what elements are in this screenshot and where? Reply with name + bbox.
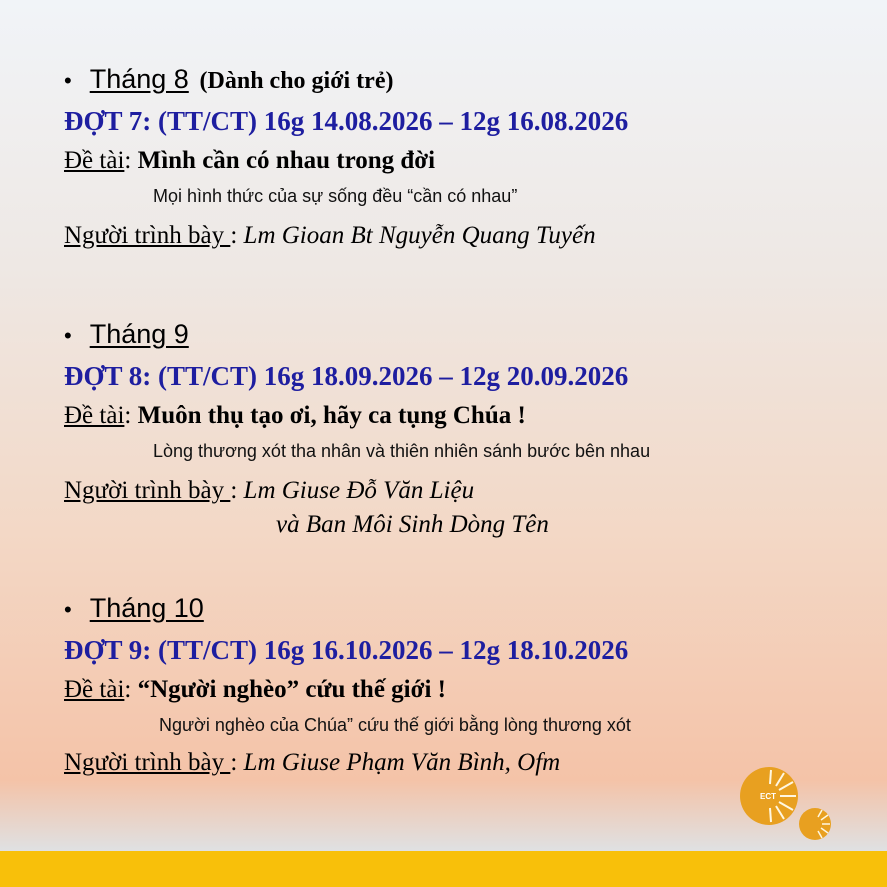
topic-separator: : <box>124 402 138 429</box>
ect-logo-large <box>738 765 800 827</box>
speaker-label: Người trình bày <box>64 477 231 504</box>
month-note: (Dành cho giới trẻ) <box>199 68 394 94</box>
month-name: Tháng 10 <box>89 593 204 623</box>
topic-label: Đề tài <box>64 147 125 174</box>
speaker-separator: : <box>230 477 244 504</box>
speaker-name: Lm Giuse Phạm Văn Bình, Ofm <box>243 749 561 776</box>
session-heading: ĐỢT 7: (TT/CT) 16g 14.08.2026 – 12g 16.08.2026 <box>64 106 629 136</box>
session-heading: ĐỢT 8: (TT/CT) 16g 18.09.2026 – 12g 20.09.2026 <box>64 361 629 391</box>
speaker-name-continued: và Ban Môi Sinh Dòng Tên <box>276 511 549 538</box>
topic-separator: : <box>124 676 138 703</box>
speaker-line <box>64 477 474 505</box>
topic-description: Mọi hình thức của sự sống đều “cần có nhau” <box>153 186 518 206</box>
topic-line <box>64 676 446 704</box>
month-heading <box>64 593 204 624</box>
section-thang-8 <box>64 64 864 264</box>
month-heading <box>64 319 189 350</box>
bullet: • <box>64 323 72 348</box>
ect-logo-text: ECT <box>760 792 776 801</box>
topic-title: Muôn thụ tạo ơi, hãy ca tụng Chúa ! <box>137 402 526 429</box>
bottom-accent-bar <box>0 851 887 887</box>
speaker-label: Người trình bày <box>64 749 231 776</box>
bullet: • <box>64 68 72 93</box>
topic-title: Mình cần có nhau trong đời <box>137 147 436 174</box>
ect-logo-small <box>797 806 833 842</box>
month-heading <box>64 64 393 95</box>
speaker-separator: : <box>230 749 244 776</box>
speaker-label: Người trình bày <box>64 222 231 249</box>
topic-description: Người nghèo của Chúa” cứu thế giới bằng lòng thương xót <box>159 715 631 735</box>
topic-title: “Người nghèo” cứu thế giới ! <box>137 676 446 703</box>
topic-label: Đề tài <box>64 676 125 703</box>
speaker-name: Lm Giuse Đỗ Văn Liệu <box>243 477 475 504</box>
topic-line <box>64 402 526 430</box>
topic-line <box>64 147 435 175</box>
month-name: Tháng 8 <box>89 64 189 94</box>
topic-separator: : <box>124 147 138 174</box>
topic-description: Lòng thương xót tha nhân và thiên nhiên sánh bước bên nhau <box>153 441 651 461</box>
bullet: • <box>64 597 72 622</box>
session-heading: ĐỢT 9: (TT/CT) 16g 16.10.2026 – 12g 18.10.2026 <box>64 635 629 665</box>
section-thang-9 <box>64 319 864 549</box>
speaker-separator: : <box>230 222 244 249</box>
speaker-line <box>64 749 560 777</box>
speaker-name: Lm Gioan Bt Nguyễn Quang Tuyến <box>243 222 596 249</box>
section-thang-10 <box>64 593 864 793</box>
speaker-line <box>64 222 596 250</box>
topic-label: Đề tài <box>64 402 125 429</box>
month-name: Tháng 9 <box>89 319 189 349</box>
